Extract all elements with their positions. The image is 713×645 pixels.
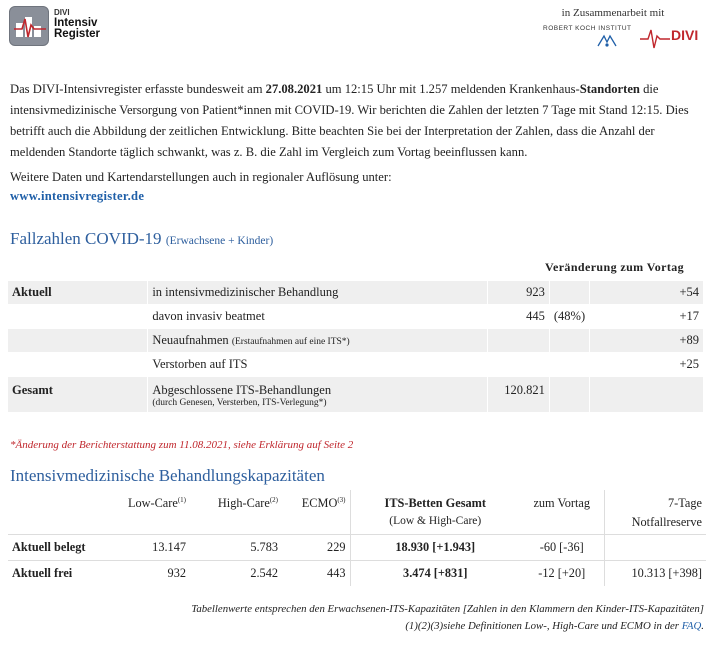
logo-line-2: Intensiv [54,17,98,29]
header-ecmo-label: ECMO [301,496,338,511]
header-high-sup: (2) [269,496,278,504]
table-row [8,329,704,353]
vortag-value: -60 [-36] [520,534,604,560]
row-label: Neuaufnahmen [152,333,229,347]
row-value: 120.821 [487,377,549,413]
cooperation-label: in Zusammenarbeit mit [561,7,665,19]
row-sublabel: (Erstaufnahmen auf eine ITS*) [231,337,350,347]
rki-label: ROBERT KOCH INSTITUT [543,25,632,32]
row-label-cell [148,329,488,353]
header-vortag: zum Vortag [533,496,591,510]
divi-brand: DIVI [671,27,699,43]
row-change: +54 [590,281,704,305]
row-value: 445 [487,305,549,329]
footnote-end: . [701,620,704,632]
low-care-value: 932 [118,560,190,586]
header-reserve [604,490,706,534]
header-high-care [190,490,282,534]
row-value [487,329,549,353]
table-row [8,353,704,377]
group-label [8,329,148,353]
footnote-line-2 [191,618,704,635]
row-change [590,377,704,413]
register-logo-icon [14,13,46,41]
logo-line-3: Register [54,28,101,40]
high-care-value: 5.783 [190,534,282,560]
row-change: +89 [590,329,704,353]
group-label [8,305,148,329]
reporting-change-note: *Änderung der Berichterstattung zum 11.08.2021, siehe Erklärung auf Seite 2 [10,439,354,451]
table-row [8,377,704,413]
table-row [8,281,704,305]
table-footnote [191,601,704,635]
row-label: davon invasiv beatmet [148,305,488,329]
header-ecmo [282,490,350,534]
header-reserve-2: Notfallreserve [631,515,702,529]
divi-logo [9,6,49,46]
row-pct [549,353,589,377]
group-label: Gesamt [8,377,148,413]
footnote-text: (1)(2)(3)siehe Definitionen Low-, High-Care und ECMO in der [405,620,682,632]
header-empty [8,490,118,534]
fallzahlen-heading [10,229,273,249]
row-change: +17 [590,305,704,329]
header-its [350,490,520,534]
its-value: 18.930 [+1.943] [350,534,520,560]
row-value: 923 [487,281,549,305]
faq-link[interactable]: FAQ [681,620,702,632]
row-label: Abgeschlossene ITS-Behandlungen [152,383,332,397]
row-label-cell [148,377,488,413]
row-label: Aktuell belegt [8,534,118,560]
page-header [0,0,713,60]
high-care-value: 2.542 [190,560,282,586]
group-label: Aktuell [8,281,148,305]
more-data-text: Weitere Daten und Kartendarstellungen auch in regionaler Auflösung unter: [10,170,392,184]
table-row [8,305,704,329]
row-pct [549,281,589,305]
header-its-label: ITS-Betten Gesamt [384,496,486,510]
ecmo-value: 443 [282,560,350,586]
group-label [8,353,148,377]
header-low-sup: (1) [177,496,186,504]
table-header-row [8,490,706,534]
header-high-label: High-Care [217,496,270,511]
header-reserve-1: 7-Tage [668,496,702,510]
low-care-value: 13.147 [118,534,190,560]
vortag-value: -12 [+20] [520,560,604,586]
header-low-care [118,490,190,534]
row-label: Aktuell frei [8,560,118,586]
intensivregister-link[interactable]: www.intensivregister.de [10,189,145,203]
intro-paragraph [10,79,705,163]
row-label: in intensivmedizinischer Behandlung [148,281,488,305]
header-its-sub: (Low & High-Care) [389,515,482,527]
intro-text-a: Das DIVI-Intensivregister erfasste bundesweit am [10,82,266,96]
row-label: Verstorben auf ITS [148,353,488,377]
row-pct: (48%) [549,305,589,329]
kapazitaeten-table [8,490,706,586]
row-sublabel: (durch Genesen, Versterben, ITS-Verlegung*) [152,398,327,408]
intro-date: 27.08.2021 [265,82,323,96]
logo-line-1: DIVI [54,8,70,17]
header-low-label: Low-Care [127,496,178,511]
row-change: +25 [590,353,704,377]
kapazitaeten-heading: Intensivmedizinische Behandlungskapazitäten [10,466,325,485]
ecmo-value: 229 [282,534,350,560]
row-pct [549,377,589,413]
rki-logo-icon [596,34,618,48]
reserve-value: 10.313 [+398] [604,560,706,586]
fallzahlen-subtitle: (Erwachsene + Kinder) [165,235,274,247]
change-header: Veränderung zum Vortag [545,260,685,274]
table-row [8,534,706,560]
divi-pulse-icon [640,26,670,50]
reserve-value [604,534,706,560]
its-value: 3.474 [+831] [350,560,520,586]
row-pct [549,329,589,353]
footnote-line-1: Tabellenwerte entsprechen den Erwachsenen-ITS-Kapazitäten [Zahlen in den Klammern den Kinder-ITS-Kapazitäten] [191,603,704,615]
intro-standorte: Standorten [579,82,640,96]
fallzahlen-title: Fallzahlen COVID-19 [10,229,162,248]
header-ecmo-sup: (3) [337,496,346,504]
logo-text [54,7,100,40]
more-data-paragraph [10,168,705,206]
intro-text-c: die intensivmedizinische Versorgung von Patient*innen mit COVID-19. Wir berichten die Zahlen der letzten 7 Tage mit Stand 12:15. Dies betrifft auch die Abbildung der zeitlichen Entwicklung. Bitte beachten Sie bei der Interpretation der Zahlen, dass die Anzahl der meldenden Standorte täglich schwankt, was z. B. die Zahl im Vergleich zum Vortag beeinflussen kann. [10,82,689,159]
table-row [8,560,706,586]
fallzahlen-table [8,281,704,413]
intro-text-b: um 12:15 Uhr mit 1.257 meldenden Krankenhaus- [322,82,580,96]
row-value [487,353,549,377]
